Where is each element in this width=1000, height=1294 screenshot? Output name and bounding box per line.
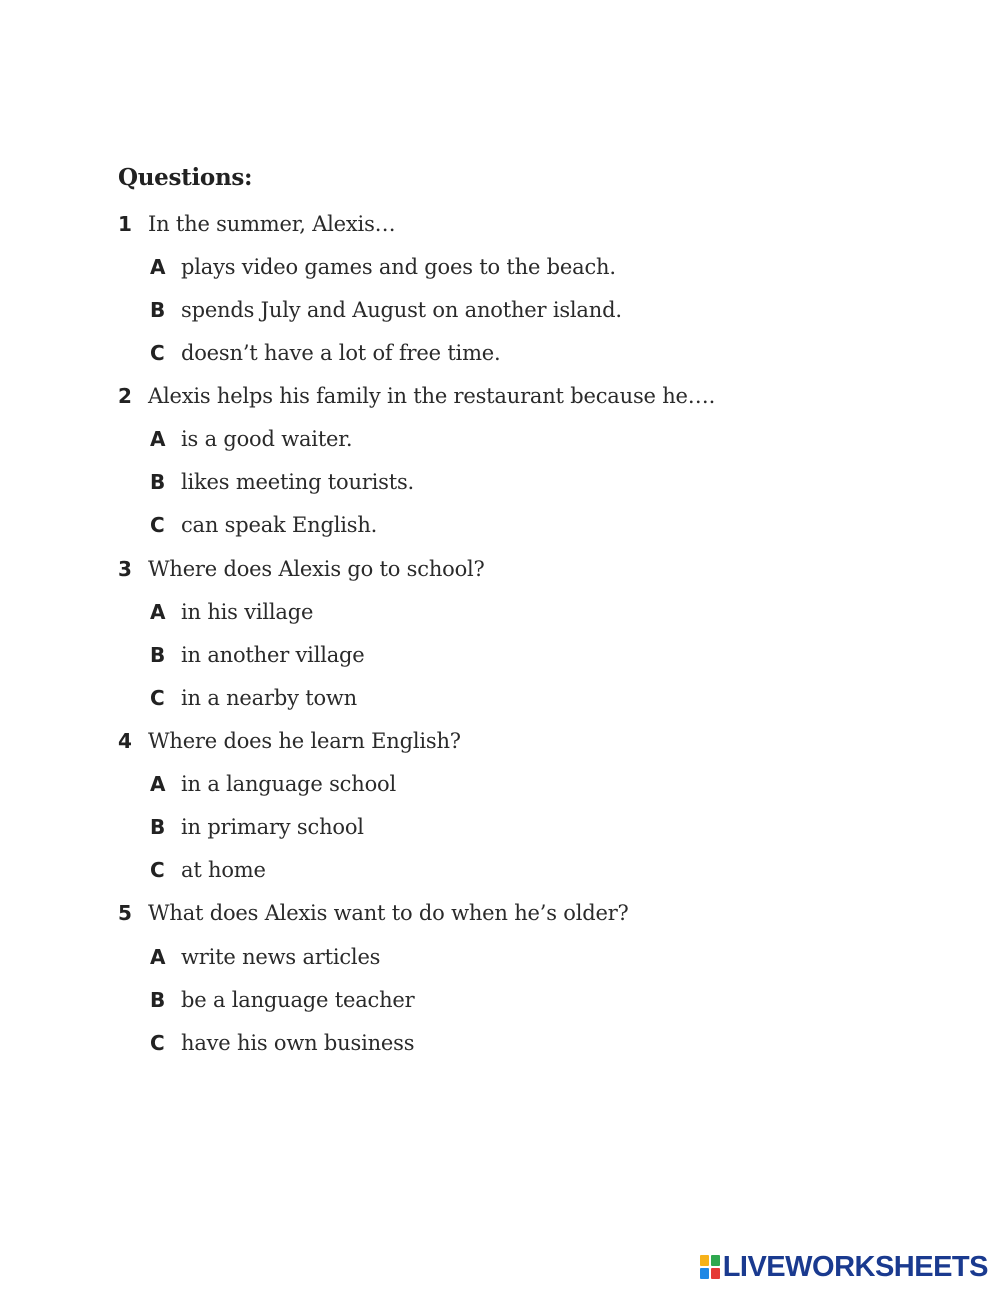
option-text: doesn’t have a lot of free time. [181, 341, 501, 365]
option-letter: A [150, 255, 166, 279]
option-5a[interactable] [150, 942, 380, 972]
option-text: in his village [181, 600, 314, 624]
question-2 [118, 381, 715, 411]
question-number: 5 [118, 901, 132, 925]
option-2a[interactable] [150, 424, 352, 454]
logo-text: LIVEWORKSHEETS [722, 1250, 988, 1283]
option-4b[interactable] [150, 812, 364, 842]
option-text: in primary school [181, 815, 364, 839]
option-text: can speak English. [181, 513, 378, 537]
question-number: 2 [118, 384, 132, 408]
question-text: Where does Alexis go to school? [148, 557, 485, 581]
option-text: is a good waiter. [181, 427, 353, 451]
option-letter: B [150, 643, 166, 667]
option-text: in a nearby town [181, 686, 357, 710]
question-text: In the summer, Alexis… [148, 212, 396, 236]
option-letter: C [150, 341, 165, 365]
option-letter: C [150, 686, 165, 710]
option-text: plays video games and goes to the beach. [181, 255, 616, 279]
option-1b[interactable] [150, 295, 622, 325]
question-3 [118, 554, 485, 584]
question-number: 3 [118, 557, 132, 581]
option-3c[interactable] [150, 683, 357, 713]
option-letter: A [150, 427, 166, 451]
question-4 [118, 726, 461, 756]
option-text: spends July and August on another island. [181, 298, 622, 322]
question-number: 4 [118, 729, 132, 753]
option-letter: C [150, 1031, 165, 1055]
option-text: have his own business [181, 1031, 415, 1055]
option-1a[interactable] [150, 252, 616, 282]
question-text: Alexis helps his family in the restaurant because he…. [148, 384, 716, 408]
option-letter: A [150, 600, 166, 624]
option-text: in a language school [181, 772, 396, 796]
option-letter: B [150, 298, 166, 322]
option-letter: B [150, 815, 166, 839]
liveworksheets-logo [700, 1250, 988, 1283]
option-2b[interactable] [150, 467, 414, 497]
question-5 [118, 898, 629, 928]
question-number: 1 [118, 212, 132, 236]
option-4c[interactable] [150, 855, 266, 885]
question-text: What does Alexis want to do when he’s older? [148, 901, 629, 925]
option-3b[interactable] [150, 640, 365, 670]
option-5c[interactable] [150, 1028, 414, 1058]
option-letter: C [150, 513, 165, 537]
option-2c[interactable] [150, 510, 377, 540]
question-1 [118, 209, 395, 239]
option-letter: A [150, 945, 166, 969]
option-4a[interactable] [150, 769, 396, 799]
option-text: at home [181, 858, 266, 882]
option-5b[interactable] [150, 985, 414, 1015]
question-text: Where does he learn English? [148, 729, 461, 753]
option-text: in another village [181, 643, 365, 667]
liveworksheets-logo-icon [700, 1255, 720, 1279]
option-3a[interactable] [150, 597, 313, 627]
option-text: be a language teacher [181, 988, 415, 1012]
option-text: write news articles [181, 945, 381, 969]
option-text: likes meeting tourists. [181, 470, 415, 494]
option-letter: B [150, 988, 166, 1012]
page-title: Questions: [118, 164, 253, 191]
option-letter: C [150, 858, 165, 882]
option-letter: B [150, 470, 166, 494]
option-letter: A [150, 772, 166, 796]
option-1c[interactable] [150, 338, 501, 368]
